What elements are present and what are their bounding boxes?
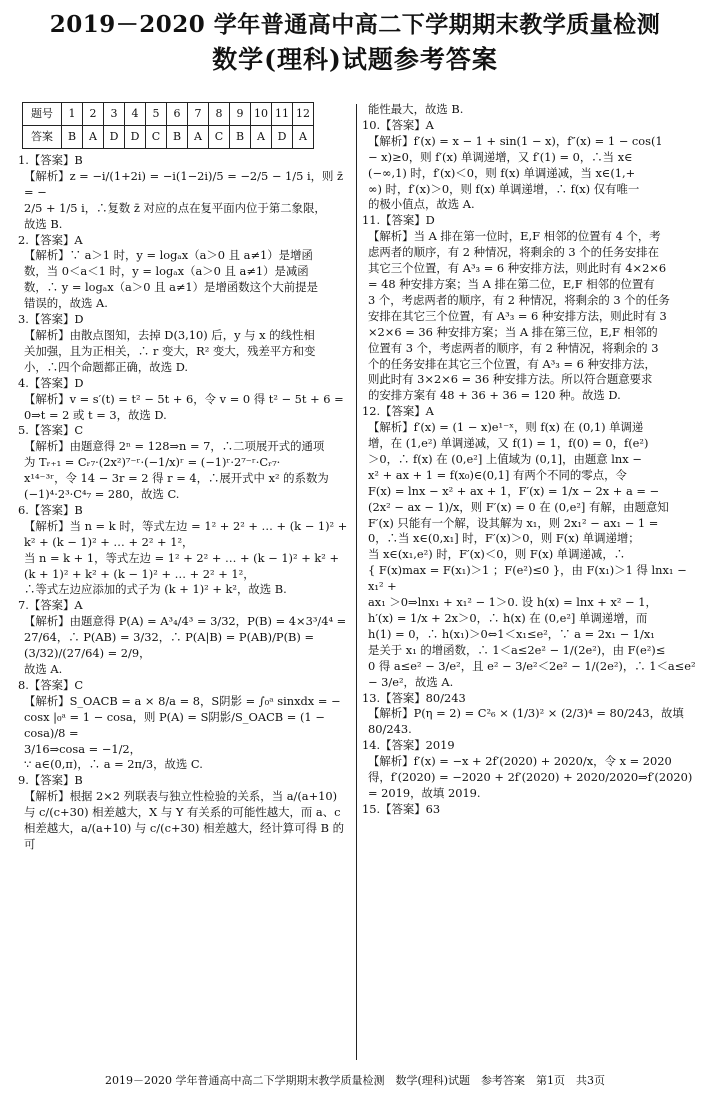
answer-heading: 9.【答案】B <box>18 773 83 788</box>
solution-line: 其它三个位置，有 A³₃ = 6 种安排方法，则此时有 4×2×6 <box>368 261 667 276</box>
solution-line: F′(x) 只能有一个解，设其解为 x₁，则 2x₁² − ax₁ − 1 = <box>368 515 659 530</box>
table-cell: 3 <box>104 103 125 126</box>
solution-line: cosx |₀ᵃ = 1 − cosa，则 P(A) = S阴影/S_OACB = (1 − cosa)/8 = <box>24 709 325 740</box>
column-divider <box>356 104 357 1060</box>
left-column <box>18 102 350 853</box>
page-footer: 2019－2020 学年普通高中高二下学期期末教学质量检测 数学(理科)试题 参考答案 第1页 共3页 <box>104 1074 606 1087</box>
solution-line: 【解析】z = −i/(1+2i) = −i(1−2i)/5 = −2/5 − 1/5 i，则 z̄ = − <box>24 168 344 199</box>
solution-line: − x)≥0，则 f′(x) 单调递增，又 f′(1) = 0，∴当 x∈ <box>368 149 633 164</box>
solution-line: x¹⁴⁻³ʳ，令 14 − 3r = 2 得 r = 4，∴展开式中 x² 的系数为 <box>24 471 329 486</box>
solution-item <box>18 678 350 773</box>
solution-line: 数，当 0＜a＜1 时，y = logₐx（a＞0 且 a≠1）是减函 <box>24 264 309 279</box>
table-cell: 11 <box>272 103 293 126</box>
solution-line: 当 x∈(x₁,e²) 时，F′(x)＜0，则 F(x) 单调递减，∴ <box>368 547 626 562</box>
solution-line: ax₁ ＞0⇒lnx₁ + x₁² − 1＞0. 设 h(x) = lnx + x² − 1， <box>368 595 657 610</box>
solution-line: 安排在其它三个位置，有 A³₃ = 6 种安排方法，则此时有 3 <box>368 308 667 323</box>
table-cell: B <box>62 126 83 149</box>
answer-table <box>22 102 314 149</box>
solution-line: F(x) = lnx − x² + ax + 1，F′(x) = 1/x − 2x + a = − <box>368 483 660 498</box>
solution-line: 相差越大，a/(a+10) 与 c/(c+30) 相差越大，经计算可得 B 的可 <box>24 821 344 851</box>
table-cell: 7 <box>188 103 209 126</box>
solution-line: = 48 种安排方案；当 A 排在第二位，E,F 相邻的位置有 <box>368 276 655 291</box>
solution-item <box>18 423 350 503</box>
table-cell: A <box>83 126 104 149</box>
right-column <box>362 102 700 818</box>
left-solutions <box>18 153 350 853</box>
table-label: 题号 <box>23 103 62 126</box>
table-cell: 10 <box>251 103 272 126</box>
table-cell: C <box>209 126 230 149</box>
solution-line: 【解析】P(η = 2) = C²₆ × (1/3)² × (2/3)⁴ = 80/243，故填 80/243. <box>368 706 684 737</box>
answer-heading: 12.【答案】A <box>362 404 434 419</box>
answer-table-number-row <box>23 103 314 126</box>
solution-line: 【解析】f′(x) = −x + 2f′(2020) + 2020/x，令 x = 2020 <box>368 754 672 769</box>
answer-heading: 11.【答案】D <box>362 213 435 228</box>
solution-line: 故选 A. <box>24 662 63 676</box>
table-cell: 1 <box>62 103 83 126</box>
solution-line: 【解析】f′(x) = x − 1 + sin(1 − x)，f″(x) = 1 − cos(1 <box>368 133 663 148</box>
solution-item <box>18 598 350 678</box>
solution-line: 数，∴ y = logₐx（a＞0 且 a≠1）是增函数这个大前提是 <box>24 280 318 295</box>
solution-line: 【解析】由散点图知，去掉 D(3,10) 后，y 与 x 的线性相 <box>24 327 315 342</box>
answer-heading: 10.【答案】A <box>362 117 434 132</box>
answer-heading: 1.【答案】B <box>18 153 83 167</box>
table-cell: B <box>230 126 251 149</box>
table-cell: 2 <box>83 103 104 126</box>
solution-line: 故选 B. <box>24 216 63 231</box>
solution-line: k² + (k − 1)² + … + 2² + 1²， <box>24 534 194 549</box>
answer-heading: 14.【答案】2019 <box>362 738 455 753</box>
table-label: 答案 <box>23 126 62 149</box>
solution-line: 3 个，考虑两者的顺序，有 2 种情况，将剩余的 3 个的任务 <box>368 292 670 307</box>
solution-line: 【解析】v = s′(t) = t² − 5t + 6，令 v = 0 得 t² − 5t + 6 = <box>24 391 344 406</box>
answer-heading: 8.【答案】C <box>18 677 84 692</box>
table-cell: 9 <box>230 103 251 126</box>
solution-line: (−∞,1) 时，f′(x)＜0，则 f(x) 单调递减，当 x∈(1,+ <box>368 165 636 180</box>
solution-item <box>18 153 350 233</box>
solution-item <box>18 312 350 376</box>
answer-heading: 13.【答案】80/243 <box>362 690 466 705</box>
answer-heading: 15.【答案】63 <box>362 801 441 816</box>
solution-line: ×2×6 = 36 种安排方案；当 A 排在第三位，E,F 相邻的 <box>368 324 658 339</box>
table-cell: 4 <box>125 103 146 126</box>
answer-heading: 2.【答案】A <box>18 232 83 247</box>
solution-line: 【解析】当 A 排在第一位时，E,F 相邻的位置有 4 个，考 <box>368 229 661 244</box>
solution-line: 【解析】∵ a＞1 时，y = logₐx（a＞0 且 a≠1）是增函 <box>24 248 313 263</box>
solution-item <box>362 738 700 802</box>
solution-line: 关加强，且为正相关，∴ r 变大，R² 变大，残差平方和变 <box>24 343 316 358</box>
solution-line: 的安排方案有 48 + 36 + 36 = 120 种。故选 D. <box>368 388 621 403</box>
solution-line: h′(x) = 1/x + 2x＞0，∴ h(x) 在 (0,e²] 单调递增，而 <box>368 611 648 625</box>
table-cell: D <box>125 126 146 149</box>
solution-line: 【解析】f′(x) = (1 − x)e¹⁻ˣ，则 f(x) 在 (0,1) 单调递 <box>368 420 644 435</box>
solution-line: 0⇒t = 2 或 t = 3，故选 D. <box>24 407 167 422</box>
right-solutions <box>362 102 700 818</box>
answer-table-answer-row <box>23 126 314 149</box>
table-cell: 12 <box>293 103 314 126</box>
solution-item <box>362 802 700 818</box>
solution-line: 位置有 3 个，考虑两者的顺序，有 2 种情况，将剩余的 3 <box>368 340 659 355</box>
answer-heading: 3.【答案】D <box>18 312 84 327</box>
solution-line: (k + 1)² + k² + (k − 1)² + … + 2² + 1²， <box>24 566 255 581</box>
answer-heading: 7.【答案】A <box>18 598 83 613</box>
solution-line: 错误的，故选 A. <box>24 296 108 311</box>
table-cell: 5 <box>146 103 167 126</box>
solution-line: 是关于 x₁ 的增函数，∴ 1＜a≤2e² − 1/(2e²)，由 F(e²)≤ <box>368 642 666 657</box>
solution-item <box>18 773 350 853</box>
solution-item <box>362 691 700 739</box>
solution-line: 个的任务安排在其它三个位置，有 A³₃ = 6 种安排方法， <box>368 356 656 371</box>
table-cell: A <box>188 126 209 149</box>
solution-line: 【解析】当 n = k 时，等式左边 = 1² + 2² + … + (k − 1)² + <box>24 518 348 533</box>
solution-line: 【解析】由题意得 P(A) = A³₄/4³ = 3/32，P(B) = 4×3³/4⁴ = <box>24 614 347 629</box>
solution-item <box>18 503 350 598</box>
solution-line: 增，在 (1,e²) 单调递减，又 f(1) = 1，f(0) = 0，f(e²) <box>368 436 649 451</box>
answer-heading: 5.【答案】C <box>18 423 84 438</box>
document-title: 2019－2020 学年普通高中高二下学期期末教学质量检测 <box>49 11 661 38</box>
table-cell: 8 <box>209 103 230 126</box>
solution-item <box>362 404 700 690</box>
solution-line: ∴等式左边应添加的式子为 (k + 1)² + k²，故选 B. <box>24 582 287 597</box>
solution-line: ∞) 时，f′(x)＞0，则 f(x) 单调递增，∴ f(x) 仅有唯一 <box>368 181 640 196</box>
solution-line: 0，∴当 x∈(0,x₁] 时，F′(x)＞0，则 F(x) 单调递增； <box>368 531 640 546</box>
solution-line: 虑两者的顺序，有 2 种情况，将剩余的 3 个的任务安排在 <box>368 245 659 260</box>
solution-line: { F(x)max = F(x₁)＞1 ；F(e²)≤0 }，由 F(x₁)＞1 得 lnx₁ − x₁² + <box>368 563 687 594</box>
table-cell: B <box>167 126 188 149</box>
solution-line: 【解析】根据 2×2 列联表与独立性检验的关系，当 a/(a+10) <box>24 789 338 804</box>
solution-line: 得，f′(2020) = −2020 + 2f′(2020) + 2020/2020⇒f′(2020) <box>368 770 693 785</box>
table-cell: D <box>104 126 125 149</box>
solution-line: ＞0，∴ f(x) 在 (0,e²] 上值域为 (0,1]，由题意 lnx − <box>368 451 642 466</box>
solution-line: 0 得 a≤e² − 3/e²，且 e² − 3/e²＜2e² − 1/(2e²)，∴ 1＜a≤e² <box>368 658 696 673</box>
answer-heading: 4.【答案】D <box>18 375 84 390</box>
solution-line: 【解析】S_OACB = a × 8/a = 8，S阴影 = ∫₀ᵃ sinxdx = − <box>24 693 341 708</box>
solution-item <box>362 213 700 404</box>
document-subtitle: 数学(理科)试题参考答案 <box>212 45 498 74</box>
solution-line: 当 n = k + 1，等式左边 = 1² + 2² + … + (k − 1)² + k² + <box>24 550 339 565</box>
answer-heading: 6.【答案】B <box>18 502 83 517</box>
solution-line: 则此时有 3×2×6 = 36 种安排方法。所以符合题意要求 <box>368 372 653 387</box>
table-cell: A <box>293 126 314 149</box>
solution-line: 小，∴四个命题都正确，故选 D. <box>24 359 189 374</box>
solution-line: − 3/e²，故选 A. <box>368 674 454 689</box>
table-cell: 6 <box>167 103 188 126</box>
solution-line: ∵ a∈(0,π)，∴ a = 2π/3，故选 C. <box>24 757 203 772</box>
solution-line: = 2019，故填 2019. <box>368 785 481 800</box>
solution-line: 【解析】由题意得 2ⁿ = 128⇒n = 7，∴二项展开式的通项 <box>24 439 325 454</box>
solution-item <box>18 376 350 424</box>
solution-line: 为 Tᵣ₊₁ = Cᵣ₇·(2x²)⁷⁻ʳ·(−1/x)ʳ = (−1)ʳ·2⁷⁻ʳ·Cᵣ₇· <box>24 455 281 470</box>
solution-line: h(1) = 0，∴ h(x₁)＞0⇔1＜x₁≤e²，∵ a = 2x₁ − 1/x₁ <box>368 626 655 641</box>
solution-item <box>362 102 700 118</box>
table-cell: A <box>251 126 272 149</box>
solution-line: 2/5 + 1/5 i，∴复数 z̄ 对应的点在复平面内位于第二象限， <box>24 200 326 215</box>
solution-item <box>362 118 700 213</box>
solution-line: 的极小值点，故选 A. <box>368 197 475 212</box>
solution-line: 27/64，∴ P(AB) = 3/32，∴ P(A|B) = P(AB)/P(B) = (3/32)/(27/64) = 2/9， <box>24 630 314 661</box>
solution-line: 能性最大，故选 B. <box>368 102 464 116</box>
solution-line: (−1)⁴·2³·C⁴₇ = 280，故选 C. <box>24 487 180 502</box>
table-cell: C <box>146 126 167 149</box>
solution-line: (2x² − ax − 1)/x，则 F′(x) = 0 在 (0,e²] 有解，由题意知 <box>368 499 669 514</box>
table-cell: D <box>272 126 293 149</box>
solution-line: 3/16⇒cosa = −1/2， <box>24 741 142 756</box>
solution-line: 与 c/(c+30) 相差越大，X 与 Y 有关系的可能性越大，而 a、c <box>24 805 341 820</box>
solution-item <box>18 233 350 313</box>
solution-line: x² + ax + 1 = f(x₀)∈(0,1] 有两个不同的零点，令 <box>368 467 627 482</box>
